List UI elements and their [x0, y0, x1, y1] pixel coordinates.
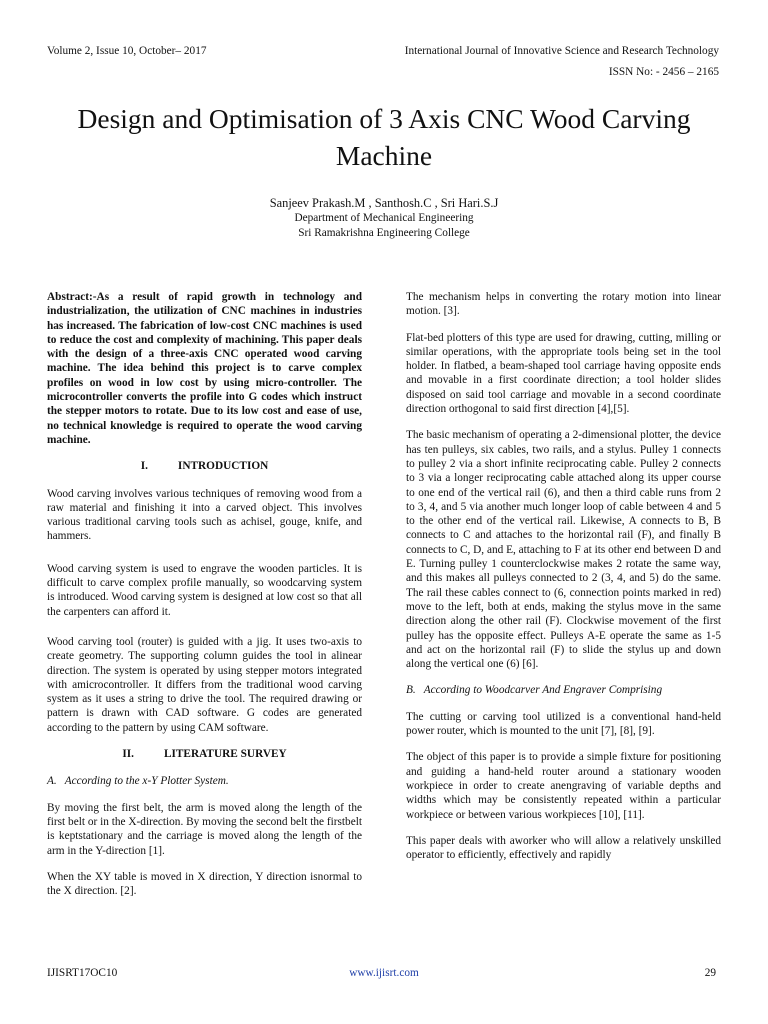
footer-website-link[interactable]: www.ijisrt.com [349, 967, 419, 979]
subsection-title: According to Woodcarver And Engraver Comprising [423, 684, 663, 697]
header-volume-issue: Volume 2, Issue 10, October– 2017 [47, 45, 207, 57]
subsection-title: According to the x-Y Plotter System. [64, 775, 229, 788]
footer-paper-id: IJISRT17OC10 [47, 967, 118, 979]
section-number: II. [122, 748, 134, 761]
header-issn: ISSN No: - 2456 – 2165 [608, 66, 719, 78]
section-title: LITERATURE SURVEY [163, 748, 287, 761]
section-title: INTRODUCTION [177, 460, 269, 473]
right-column [406, 290, 721, 874]
lit-paragraph-5: The basic mechanism of operating a 2-dimensional plotter, the device has ten pulleys, six cables, two rails, and a stylus. Pulley 1 connects to pulley 2 via a short infinite reciprocating cable. Pulley 2 connects to 3 via a longer reciprocating cable attached along its upper course to one end of the vertical rail (6), and then a third cable runs from 2 to 3, 4, and 5 via another much longer loop of cable between 4 and 5 to the other end of the vertical rail. Likewise, A connects to B, B connects to C and attaches to the horizontal rail (F), and finally B connects to C, D, and E, attaching to F at its other end between D and E. Turning pulley 1 counterclockwise makes 2 rotate the same way, and this makes all pulleys connected to 2 (3, 4, and 5) do the same. The rail these cables connect to (6, connection points marked in red) move to the left, both at ends, making the stylus move in the same direction along the other rail (F). Clockwise movement of the first pulley has the opposite effect. Pulleys A-E operate the same as 1-5 and act on the horizontal rail (F) to slide the stylus up and down along the vertical one (6) [6]. [406, 429, 721, 671]
intro-paragraph-2: Wood carving system is used to engrave the wooden particles. It is difficult to carve complex profile manually, so woodcarving system is introduced. Wood carving system is designed at low cost so that all the carpenters can afford it. [47, 562, 362, 618]
lit-paragraph-8: This paper deals with aworker who will allow a relatively unskilled operator to efficiently, effectively and rapidly [406, 834, 721, 862]
intro-paragraph-1: Wood carving involves various techniques of removing wood from a raw material and finishing it into a carved object. This involves various traditional carving tools such as achisel, gouge, knife, and hammers. [47, 487, 362, 543]
subsection-heading-a [47, 774, 362, 788]
lit-paragraph-1: By moving the first belt, the arm is moved along the length of the first belt or in the X-direction. By moving the second belt the firstbelt is keptstationary and the carriage is moved along the length of the arm in the Y-direction [1]. [47, 801, 362, 857]
header-journal-name: International Journal of Innovative Science and Research Technology [404, 45, 719, 57]
left-column [47, 290, 362, 910]
intro-paragraph-3: Wood carving tool (router) is guided with a jig. It uses two-axis to create geometry. The supporting column guides the tool in alinear direction. The system is operated by using stepper motors integrated with amicrocontroller. It differs from the traditional wood carving system as it uses a string to drive the tool. The required drawing or pattern is drawn with CAD software. G codes are generated according to the pattern by using CAM software. [47, 635, 362, 734]
lit-paragraph-6: The cutting or carving tool utilized is a conventional hand-held power router, which is mounted to the unit [7], [8], [9]. [406, 710, 721, 738]
affiliation-college: Sri Ramakrishna Engineering College [298, 227, 470, 239]
lit-paragraph-3: The mechanism helps in converting the rotary motion into linear motion. [3]. [406, 291, 721, 318]
affiliation-department: Department of Mechanical Engineering [294, 212, 474, 224]
subsection-number: A. [47, 775, 57, 788]
footer-website [0, 966, 768, 980]
abstract: Abstract:-As a result of rapid growth in technology and industrialization, the utilization of CNC machines in industries has increased. The fabrication of low-cost CNC machines is used to reduce the cost and complexity of machining. This paper deals with the design of a three-axis CNC operated wood carving machine. The idea behind this project is to carve complex profiles on wood in low cost by using micro-controller. The microcontroller converts the profile into G codes which instruct the stepper motors to rotate. Due to its low cost and ease of use, no technical knowledge is required to operate the wood carving machine. [47, 291, 362, 446]
footer-page-number: 29 [704, 967, 716, 979]
paper-authors: Sanjeev Prakash.M , Santhosh.C , Sri Hari.S.J [269, 196, 499, 210]
lit-paragraph-7: The object of this paper is to provide a simple fixture for positioning and guiding a hand-held router around a stationary wooden workpiece in order to create anengraving of variable depths and widths which may be consistently repeated within a particular workpiece or between various workpieces [10], [11]. [406, 751, 721, 821]
section-number: I. [140, 460, 148, 473]
subsection-number: B. [406, 684, 416, 697]
section-heading-introduction [47, 459, 362, 473]
section-heading-literature-survey [47, 747, 362, 761]
paper-title: Design and Optimisation of 3 Axis CNC Wood Carving Machine [77, 103, 691, 171]
lit-paragraph-4: Flat-bed plotters of this type are used for drawing, cutting, milling or similar operations, with the appropriate tools being set in the tool holder. In flatbed, a beam-shaped tool carriage having opposite ends and movable in a first coordinate direction; a tool holder slides disposed on said tool carriage and movable in a second coordinate direction orthogonal to said first direction [4],[5]. [406, 331, 721, 416]
subsection-heading-b [406, 683, 721, 697]
lit-paragraph-2: When the XY table is moved in X direction, Y direction isnormal to the X direction. [2]. [47, 870, 362, 898]
